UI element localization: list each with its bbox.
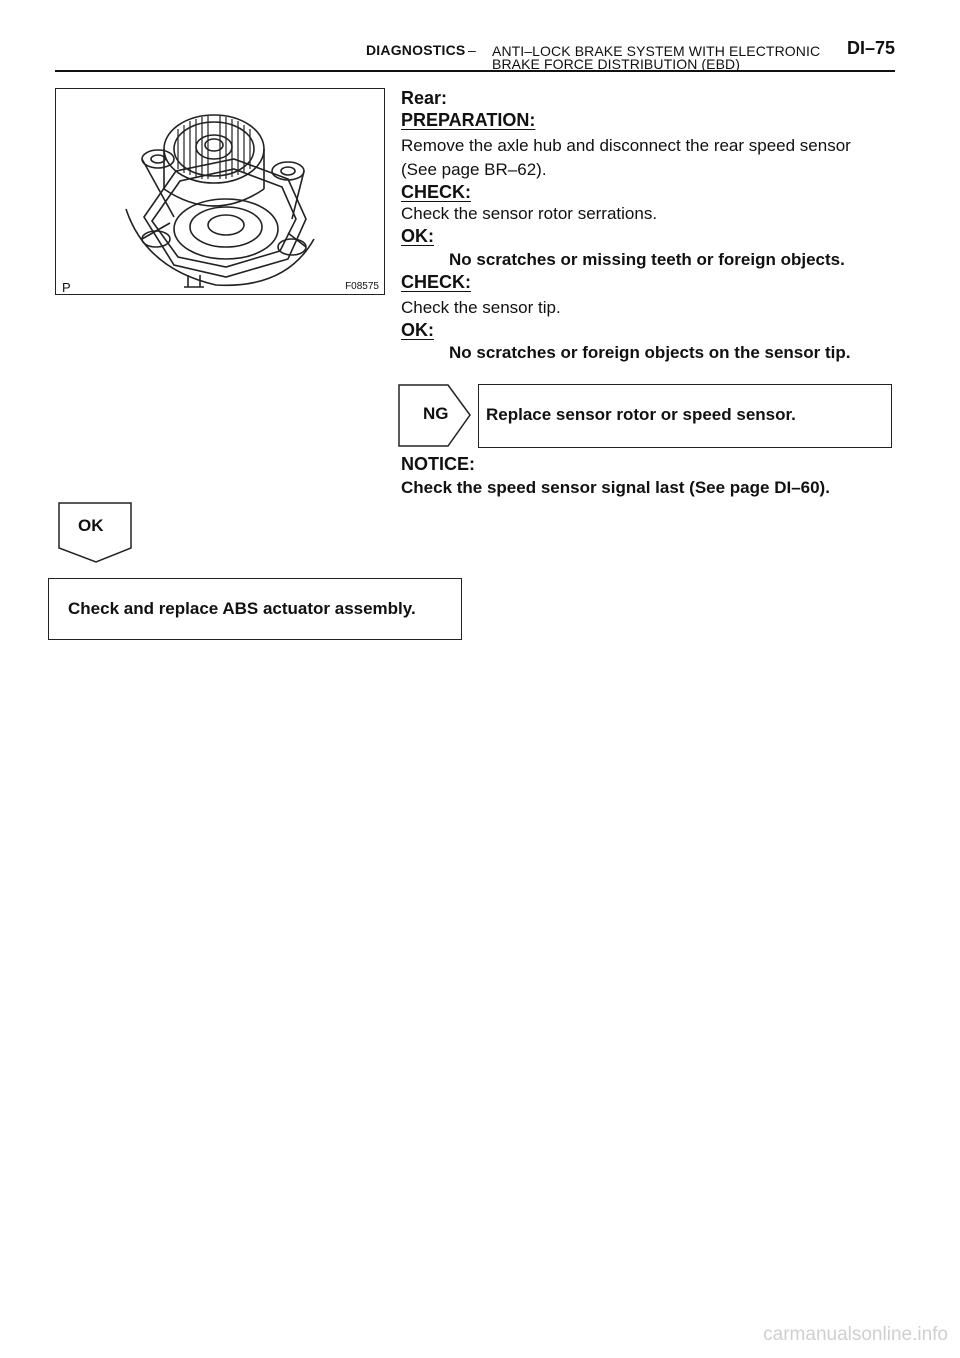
ok-label: OK xyxy=(78,516,104,535)
page-header xyxy=(55,36,895,76)
preparation-line1: Remove the axle hub and disconnect the rear speed sensor xyxy=(401,136,851,155)
notice-label: NOTICE: xyxy=(401,454,475,474)
header-rule xyxy=(55,70,895,72)
figure-corner-label: P xyxy=(62,280,71,295)
rear-axle-hub-icon xyxy=(56,89,386,296)
ok1-text: No scratches or missing teeth or foreign objects. xyxy=(449,250,845,269)
figure-code: F08575 xyxy=(345,281,379,292)
ok2-label: OK: xyxy=(401,320,434,340)
figure-box xyxy=(55,88,385,295)
ng-label: NG xyxy=(423,404,449,423)
check2-text: Check the sensor tip. xyxy=(401,298,561,317)
rear-label: Rear: xyxy=(401,88,448,108)
ok1-label: OK: xyxy=(401,226,434,246)
check1-label: CHECK: xyxy=(401,182,471,202)
ok-action-text: Check and replace ABS actuator assembly. xyxy=(68,599,416,618)
check1-text: Check the sensor rotor serrations. xyxy=(401,204,658,223)
header-dash: – xyxy=(468,42,476,58)
preparation-label: PREPARATION: xyxy=(401,110,536,130)
header-page-number: DI–75 xyxy=(846,38,895,58)
header-section: DIAGNOSTICS xyxy=(366,42,466,58)
header-title-line2: BRAKE FORCE DISTRIBUTION (EBD) xyxy=(492,56,741,72)
check2-label: CHECK: xyxy=(401,272,471,292)
footer-watermark: carmanualsonline.info xyxy=(763,1324,948,1345)
preparation-line2: (See page BR–62). xyxy=(401,160,547,179)
ng-branch xyxy=(398,384,892,448)
notice-text: Check the speed sensor signal last (See page DI–60). xyxy=(401,478,830,497)
header-title-line1: ANTI–LOCK BRAKE SYSTEM WITH ELECTRONIC xyxy=(492,43,821,59)
ok-action-box xyxy=(48,578,462,640)
ok2-text: No scratches or foreign objects on the sensor tip. xyxy=(449,343,851,362)
ng-action-text: Replace sensor rotor or speed sensor. xyxy=(486,405,796,424)
